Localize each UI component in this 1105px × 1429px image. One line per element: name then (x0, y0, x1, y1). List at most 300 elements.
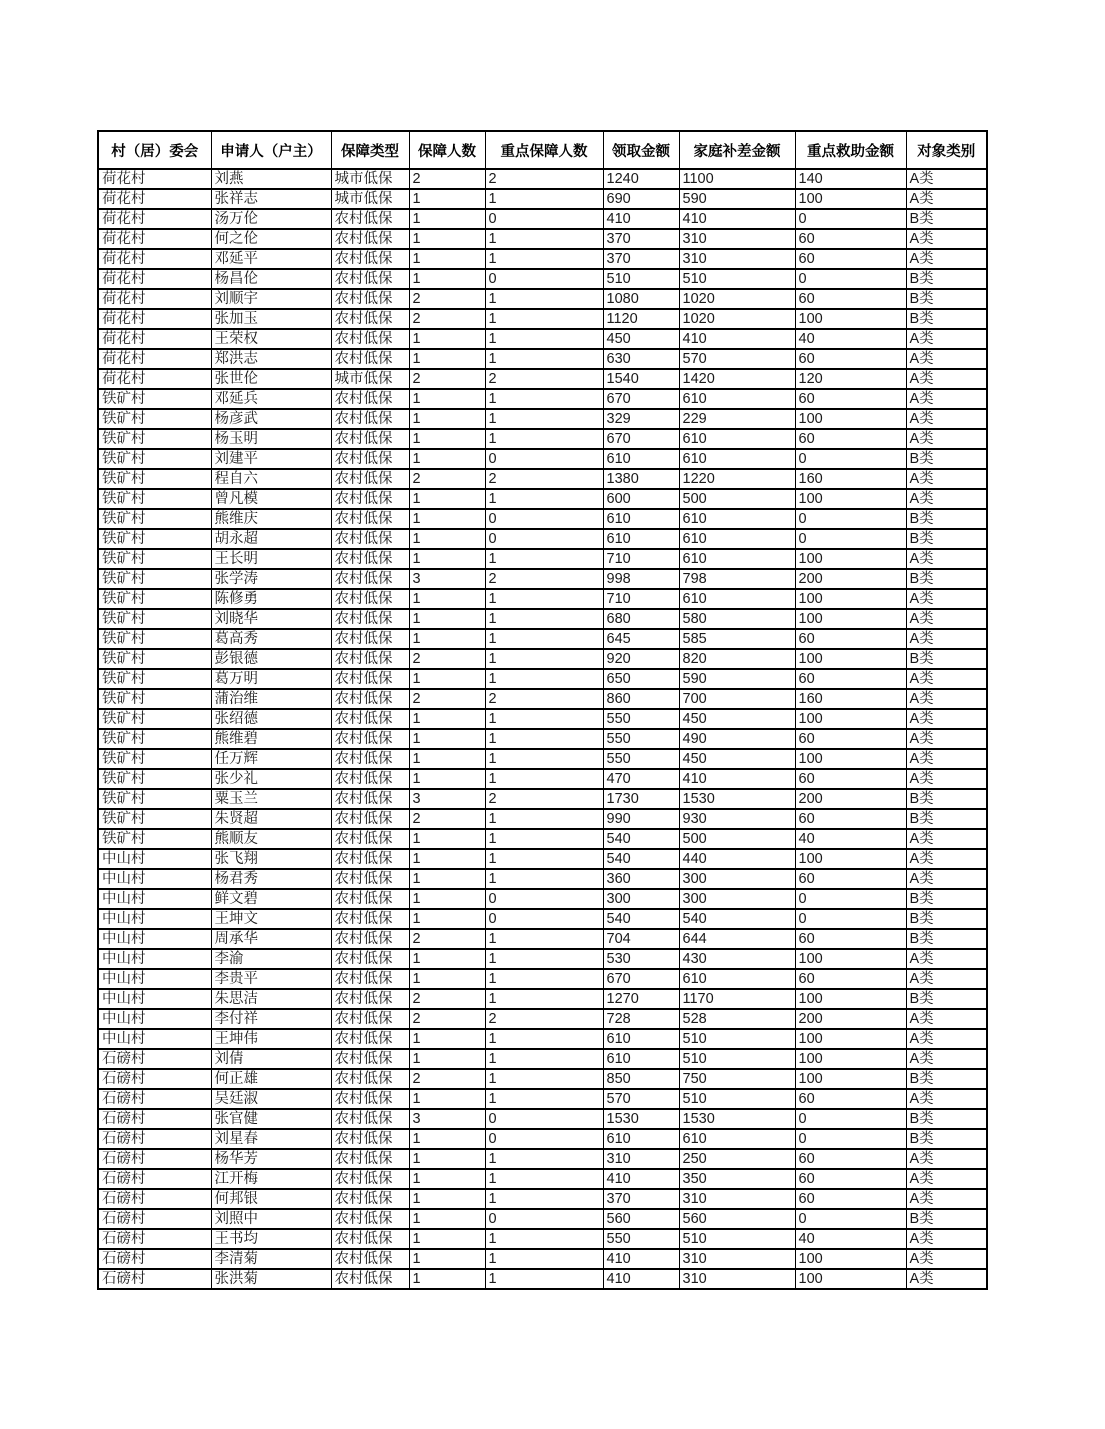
table-cell: 农村低保 (331, 949, 409, 969)
table-row (98, 609, 987, 629)
table-cell: 1 (485, 949, 603, 969)
table-cell: 998 (603, 569, 679, 589)
table-cell: 1170 (679, 989, 795, 1009)
table-cell: 农村低保 (331, 249, 409, 269)
table-cell: 农村低保 (331, 1109, 409, 1129)
table-cell: 1 (409, 849, 485, 869)
table-cell: 铁矿村 (98, 469, 211, 489)
table-cell: A类 (906, 769, 987, 789)
table-cell: 528 (679, 1009, 795, 1029)
table-cell: 350 (679, 1169, 795, 1189)
table-cell: 李付祥 (211, 1009, 331, 1029)
table-cell: 40 (795, 829, 906, 849)
table-cell: A类 (906, 1269, 987, 1289)
table-cell: 铁矿村 (98, 489, 211, 509)
table-cell: 60 (795, 1149, 906, 1169)
table-row (98, 909, 987, 929)
table-cell: 1 (485, 329, 603, 349)
table-cell: A类 (906, 589, 987, 609)
table-cell: 2 (409, 289, 485, 309)
table-cell: 310 (679, 229, 795, 249)
table-cell: 荷花村 (98, 329, 211, 349)
table-cell: 100 (795, 409, 906, 429)
table-cell: 铁矿村 (98, 829, 211, 849)
table-cell: A类 (906, 1049, 987, 1069)
table-row (98, 569, 987, 589)
table-cell: 540 (603, 829, 679, 849)
table-cell: 1 (409, 1149, 485, 1169)
table-cell: 100 (795, 849, 906, 869)
table-cell: 张学涛 (211, 569, 331, 589)
table-cell: 0 (485, 1209, 603, 1229)
table-cell: 60 (795, 349, 906, 369)
table-cell: 1 (409, 329, 485, 349)
table-cell: 60 (795, 729, 906, 749)
table-row (98, 309, 987, 329)
table-cell: 1730 (603, 789, 679, 809)
table-cell: 0 (485, 209, 603, 229)
table-cell: 100 (795, 489, 906, 509)
table-cell: 1 (485, 409, 603, 429)
table-cell: 农村低保 (331, 269, 409, 289)
table-cell: 610 (679, 429, 795, 449)
table-cell: 农村低保 (331, 849, 409, 869)
table-cell: 李清菊 (211, 1249, 331, 1269)
table-cell: 500 (679, 829, 795, 849)
table-cell: 张洪菊 (211, 1269, 331, 1289)
table-row (98, 509, 987, 529)
table-cell: 1 (485, 1229, 603, 1249)
table-cell: 农村低保 (331, 1249, 409, 1269)
table-cell: 510 (679, 1049, 795, 1069)
table-row (98, 829, 987, 849)
table-cell: 1 (485, 709, 603, 729)
table-cell: B类 (906, 1109, 987, 1129)
table-cell: 农村低保 (331, 589, 409, 609)
table-cell: 杨昌伦 (211, 269, 331, 289)
table-cell: 荷花村 (98, 209, 211, 229)
table-cell: 1 (409, 769, 485, 789)
table-cell: 1530 (603, 1109, 679, 1129)
table-cell: 610 (679, 1129, 795, 1149)
table-row (98, 169, 987, 189)
table-row (98, 589, 987, 609)
table-cell: B类 (906, 889, 987, 909)
column-header: 村（居）委会 (98, 131, 211, 169)
table-cell: 何邦银 (211, 1189, 331, 1209)
table-cell: 990 (603, 809, 679, 829)
table-cell: 1 (485, 1269, 603, 1289)
table-cell: 3 (409, 1109, 485, 1129)
table-cell: 农村低保 (331, 749, 409, 769)
table-cell: A类 (906, 1029, 987, 1049)
table-cell: 农村低保 (331, 389, 409, 409)
table-cell: 610 (679, 449, 795, 469)
table-cell: 2 (409, 929, 485, 949)
table-cell: 0 (485, 1129, 603, 1149)
table-cell: 450 (603, 329, 679, 349)
table-row (98, 1089, 987, 1109)
table-row (98, 389, 987, 409)
table-cell: 300 (679, 869, 795, 889)
table-cell: A类 (906, 1009, 987, 1029)
table-row (98, 949, 987, 969)
table-row (98, 529, 987, 549)
table-cell: 1 (485, 1049, 603, 1069)
table-cell: 江开梅 (211, 1169, 331, 1189)
table-cell: 石磅村 (98, 1089, 211, 1109)
table-cell: 60 (795, 229, 906, 249)
table-cell: 1 (485, 1189, 603, 1209)
table-cell: 700 (679, 689, 795, 709)
table-cell: 560 (603, 1209, 679, 1229)
table-cell: 820 (679, 649, 795, 669)
table-cell: 1530 (679, 789, 795, 809)
table-cell: 张世伦 (211, 369, 331, 389)
table-cell: 610 (679, 589, 795, 609)
table-cell: 100 (795, 989, 906, 1009)
table-cell: 670 (603, 969, 679, 989)
table-cell: 0 (795, 449, 906, 469)
table-cell: 590 (679, 189, 795, 209)
table-cell: 农村低保 (331, 1089, 409, 1109)
table-cell: 1 (409, 429, 485, 449)
table-cell: 石磅村 (98, 1249, 211, 1269)
table-cell: B类 (906, 989, 987, 1009)
table-cell: 1080 (603, 289, 679, 309)
table-cell: 120 (795, 369, 906, 389)
table-cell: 670 (603, 429, 679, 449)
table-cell: 1 (409, 1029, 485, 1049)
table-row (98, 809, 987, 829)
table-cell: 农村低保 (331, 549, 409, 569)
table-cell: 600 (603, 489, 679, 509)
table-cell: B类 (906, 1209, 987, 1229)
table-cell: 周承华 (211, 929, 331, 949)
table-cell: 农村低保 (331, 729, 409, 749)
table-cell: B类 (906, 929, 987, 949)
table-row (98, 1029, 987, 1049)
table-cell: 中山村 (98, 989, 211, 1009)
table-cell: 杨玉明 (211, 429, 331, 449)
table-cell: 1 (409, 1209, 485, 1229)
table-cell: 550 (603, 1229, 679, 1249)
table-cell: 410 (603, 209, 679, 229)
table-cell: 0 (795, 909, 906, 929)
table-cell: 510 (679, 1029, 795, 1049)
table-cell: 1240 (603, 169, 679, 189)
table-cell: 中山村 (98, 889, 211, 909)
table-cell: 0 (485, 509, 603, 529)
table-cell: 1 (485, 869, 603, 889)
table-cell: 农村低保 (331, 929, 409, 949)
table-cell: 朱贤超 (211, 809, 331, 829)
table-row (98, 549, 987, 569)
table-cell: A类 (906, 1089, 987, 1109)
table-row (98, 369, 987, 389)
table-cell: 200 (795, 569, 906, 589)
table-cell: 1 (409, 1269, 485, 1289)
table-cell: 100 (795, 1049, 906, 1069)
table-row (98, 229, 987, 249)
table-cell: 铁矿村 (98, 609, 211, 629)
table-cell: 石磅村 (98, 1269, 211, 1289)
table-cell: 农村低保 (331, 989, 409, 1009)
table-row (98, 849, 987, 869)
table-cell: 530 (603, 949, 679, 969)
table-cell: 1 (485, 249, 603, 269)
table-cell: 程自六 (211, 469, 331, 489)
table-cell: A类 (906, 1149, 987, 1169)
table-cell: B类 (906, 1129, 987, 1149)
table-cell: A类 (906, 169, 987, 189)
table-cell: 石磅村 (98, 1229, 211, 1249)
table-cell: 石磅村 (98, 1169, 211, 1189)
table-cell: 王书均 (211, 1229, 331, 1249)
table-cell: 任万辉 (211, 749, 331, 769)
table-cell: 728 (603, 1009, 679, 1029)
table-cell: 798 (679, 569, 795, 589)
table-row (98, 289, 987, 309)
table-cell: 0 (485, 909, 603, 929)
table-cell: 粟玉兰 (211, 789, 331, 809)
table-cell: 1 (409, 589, 485, 609)
table-cell: 610 (603, 1029, 679, 1049)
table-cell: 农村低保 (331, 1209, 409, 1229)
table-cell: 葛万明 (211, 669, 331, 689)
table-cell: 张绍德 (211, 709, 331, 729)
table-cell: 熊维庆 (211, 509, 331, 529)
table-cell: 1 (485, 609, 603, 629)
table-cell: 1120 (603, 309, 679, 329)
table-cell: A类 (906, 749, 987, 769)
table-cell: 510 (679, 269, 795, 289)
table-cell: 645 (603, 629, 679, 649)
table-cell: 0 (485, 889, 603, 909)
table-cell: 铁矿村 (98, 549, 211, 569)
table-cell: 石磅村 (98, 1189, 211, 1209)
table-cell: 城市低保 (331, 369, 409, 389)
table-cell: 610 (679, 509, 795, 529)
table-cell: 360 (603, 869, 679, 889)
table-cell: 1 (409, 729, 485, 749)
table-cell: 2 (409, 1069, 485, 1089)
table-cell: 100 (795, 1069, 906, 1089)
table-cell: 0 (485, 449, 603, 469)
table-cell: 农村低保 (331, 229, 409, 249)
table-cell: 650 (603, 669, 679, 689)
table-cell: 农村低保 (331, 209, 409, 229)
table-cell: 229 (679, 409, 795, 429)
column-header: 领取金额 (603, 131, 679, 169)
table-cell: 310 (603, 1149, 679, 1169)
table-cell: 0 (485, 529, 603, 549)
table-cell: 0 (485, 269, 603, 289)
table-row (98, 489, 987, 509)
table-cell: 王荣权 (211, 329, 331, 349)
table-cell: 石磅村 (98, 1129, 211, 1149)
table-cell: 2 (485, 569, 603, 589)
table-row (98, 1069, 987, 1089)
table-cell: 2 (409, 369, 485, 389)
table-cell: B类 (906, 209, 987, 229)
table-cell: 0 (795, 209, 906, 229)
table-cell: 铁矿村 (98, 569, 211, 589)
table-cell: 610 (679, 549, 795, 569)
table-cell: 农村低保 (331, 1169, 409, 1189)
table-cell: 铁矿村 (98, 809, 211, 829)
table-row (98, 189, 987, 209)
table-cell: 刘星春 (211, 1129, 331, 1149)
table-row (98, 869, 987, 889)
table-cell: 540 (603, 909, 679, 929)
table-cell: 铁矿村 (98, 449, 211, 469)
table-cell: A类 (906, 969, 987, 989)
table-cell: 590 (679, 669, 795, 689)
table-cell: 100 (795, 589, 906, 609)
table-cell: 1420 (679, 369, 795, 389)
table-cell: B类 (906, 529, 987, 549)
table-cell: 农村低保 (331, 1229, 409, 1249)
table-cell: 铁矿村 (98, 589, 211, 609)
table-cell: 农村低保 (331, 1149, 409, 1169)
table-row (98, 929, 987, 949)
table-row (98, 449, 987, 469)
table-cell: 铁矿村 (98, 789, 211, 809)
table-cell: B类 (906, 649, 987, 669)
table-cell: 1 (485, 929, 603, 949)
table-cell: A类 (906, 429, 987, 449)
table-cell: B类 (906, 509, 987, 529)
table-cell: A类 (906, 329, 987, 349)
table-cell: 石磅村 (98, 1109, 211, 1129)
table-cell: 1 (409, 1229, 485, 1249)
table-cell: 蒲治维 (211, 689, 331, 709)
table-cell: 610 (603, 1049, 679, 1069)
table-cell: 1 (485, 629, 603, 649)
table-cell: 610 (603, 529, 679, 549)
table-cell: 铁矿村 (98, 669, 211, 689)
table-cell: 荷花村 (98, 189, 211, 209)
table-cell: 石磅村 (98, 1049, 211, 1069)
table-cell: 1 (409, 709, 485, 729)
table-cell: B类 (906, 909, 987, 929)
table-cell: 1 (485, 649, 603, 669)
table-cell: 曾凡模 (211, 489, 331, 509)
table-cell: 2 (409, 689, 485, 709)
table-cell: 农村低保 (331, 1029, 409, 1049)
table-cell: 1 (485, 289, 603, 309)
table-cell: 农村低保 (331, 409, 409, 429)
column-header: 对象类别 (906, 131, 987, 169)
table-cell: 540 (603, 849, 679, 869)
table-cell: 60 (795, 249, 906, 269)
table-cell: 540 (679, 909, 795, 929)
table-cell: 1 (409, 189, 485, 209)
table-cell: 1 (485, 729, 603, 749)
table-cell: 1 (485, 1149, 603, 1169)
table-cell: 550 (603, 729, 679, 749)
table-cell: 250 (679, 1149, 795, 1169)
table-cell: 农村低保 (331, 609, 409, 629)
table-cell: 朱思洁 (211, 989, 331, 1009)
table-cell: A类 (906, 669, 987, 689)
table-cell: 410 (603, 1269, 679, 1289)
table-cell: A类 (906, 1189, 987, 1209)
table-cell: 570 (679, 349, 795, 369)
table-cell: 510 (603, 269, 679, 289)
table-cell: 刘建平 (211, 449, 331, 469)
table-cell: 刘晓华 (211, 609, 331, 629)
table-cell: 100 (795, 1249, 906, 1269)
table-cell: 1 (409, 209, 485, 229)
table-cell: 410 (679, 329, 795, 349)
table-cell: 荷花村 (98, 249, 211, 269)
table-cell: 1 (485, 1249, 603, 1269)
table-cell: 1 (485, 429, 603, 449)
table-cell: 邓延平 (211, 249, 331, 269)
table-cell: A类 (906, 489, 987, 509)
table-cell: A类 (906, 249, 987, 269)
table-row (98, 1269, 987, 1289)
table-cell: 40 (795, 329, 906, 349)
table-cell: 1 (485, 489, 603, 509)
table-cell: 1 (485, 1169, 603, 1189)
table-cell: 1 (409, 1189, 485, 1209)
table-cell: 农村低保 (331, 789, 409, 809)
table-cell: 1 (485, 849, 603, 869)
table-cell: B类 (906, 569, 987, 589)
table-cell: 2 (409, 1009, 485, 1029)
table-cell: 荷花村 (98, 169, 211, 189)
table-row (98, 989, 987, 1009)
table-row (98, 1109, 987, 1129)
table-cell: 140 (795, 169, 906, 189)
table-cell: 刘照中 (211, 1209, 331, 1229)
table-cell: 100 (795, 1029, 906, 1049)
table-cell: 510 (679, 1229, 795, 1249)
table-cell: 城市低保 (331, 169, 409, 189)
table-cell: 860 (603, 689, 679, 709)
table-cell: A类 (906, 869, 987, 889)
table-cell: 1 (485, 669, 603, 689)
table-row (98, 969, 987, 989)
table-cell: 410 (679, 209, 795, 229)
table-cell: 1 (409, 1089, 485, 1109)
table-cell: 1 (409, 749, 485, 769)
table-cell: 1 (409, 249, 485, 269)
table-cell: 440 (679, 849, 795, 869)
table-cell: 100 (795, 709, 906, 729)
table-row (98, 749, 987, 769)
table-cell: 中山村 (98, 849, 211, 869)
table-cell: 1 (409, 349, 485, 369)
table-cell: 农村低保 (331, 1009, 409, 1029)
table-cell: 郑洪志 (211, 349, 331, 369)
table-cell: 1 (409, 969, 485, 989)
table-cell: A类 (906, 549, 987, 569)
table-cell: 60 (795, 389, 906, 409)
table-cell: 2 (409, 989, 485, 1009)
table-row (98, 1209, 987, 1229)
table-cell: 农村低保 (331, 649, 409, 669)
table-cell: 李渝 (211, 949, 331, 969)
table-cell: 1 (409, 549, 485, 569)
table-row (98, 1149, 987, 1169)
table-cell: 430 (679, 949, 795, 969)
table-cell: 610 (603, 449, 679, 469)
table-cell: 2 (409, 309, 485, 329)
